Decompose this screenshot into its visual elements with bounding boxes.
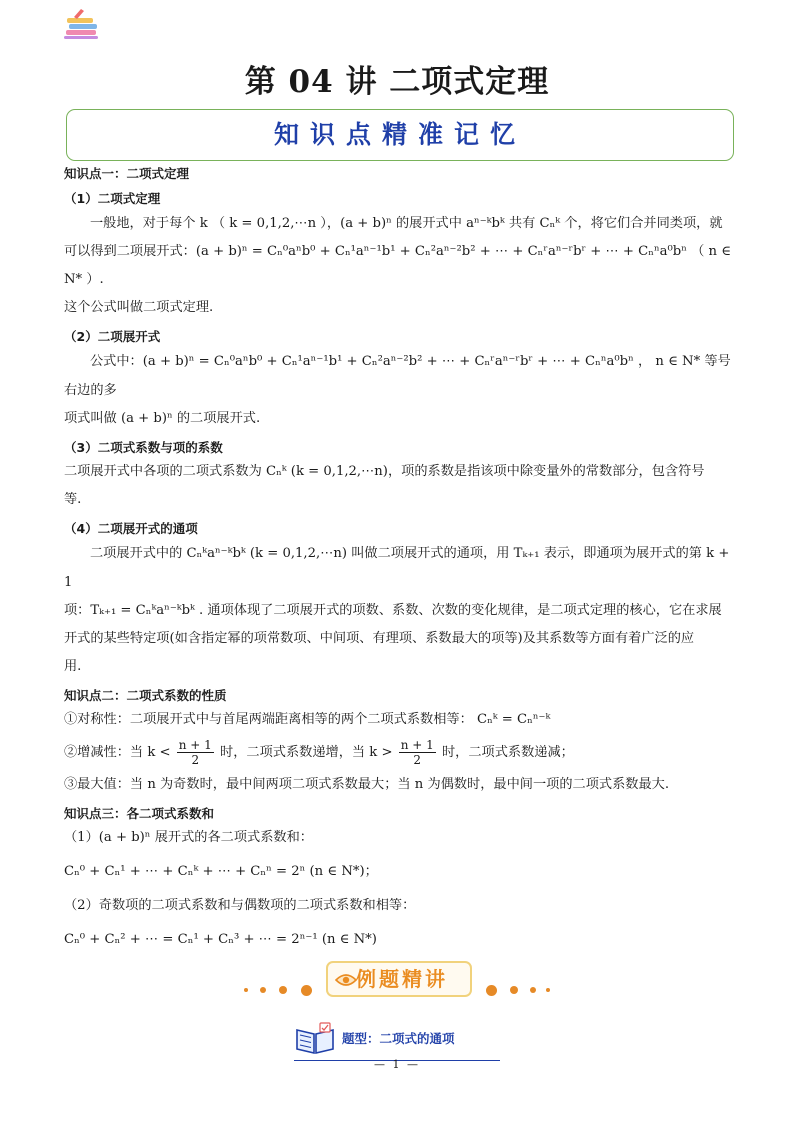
fraction-denominator: 2	[413, 753, 422, 767]
fraction-numerator: n + 1	[400, 738, 434, 752]
paragraph-line: 可以得到二项展开式：(a + b)ⁿ = Cₙ⁰aⁿb⁰ + Cₙ¹aⁿ⁻¹b¹ + Cₙ²aⁿ⁻²b² + ⋯ + Cₙʳaⁿ⁻ʳbʳ + ⋯ + Cₙⁿa⁰bⁿ （ n ∈ N* ）.	[64, 244, 731, 287]
paragraph-line: 用.	[64, 659, 82, 674]
paragraph-line: 这个公式叫做二项式定理.	[64, 300, 214, 315]
section-banner: 知识点精准记忆	[66, 109, 734, 161]
property-symmetry: ①对称性：二项展开式中与首尾两端距离相等的两个二项式系数相等： Cₙᵏ = Cₙⁿ⁻ᵏ	[64, 712, 551, 727]
open-book-icon	[294, 1022, 336, 1060]
property-text: ②增减性：当 k <	[64, 745, 171, 760]
section-heading-1: 知识点一：二项式定理	[64, 166, 190, 181]
decorative-dot	[510, 986, 518, 994]
fraction-denominator: 2	[191, 753, 200, 767]
examples-label-box	[326, 961, 472, 997]
property-text: 时，二项式系数递增，当 k >	[220, 745, 393, 760]
examples-banner	[234, 958, 564, 1004]
page-title: 第 04 讲 二项式定理	[244, 64, 550, 100]
paragraph-line: 开式的某些特定项(如含指定幂的项常数项、中间项、有理项、系数最大的项等)及其系数等方面有着广泛的应	[64, 631, 695, 646]
subheading-general-term: （4）二项展开式的通项	[64, 521, 198, 536]
examples-label: 例题精讲	[356, 967, 448, 991]
page-number: — 1 —	[374, 1058, 420, 1071]
paragraph-line: （1）(a + b)ⁿ 展开式的各二项式系数和：	[64, 830, 313, 845]
subheading-coefficients: （3）二项式系数与项的系数	[64, 440, 223, 455]
formula-line: Cₙ⁰ + Cₙ² + ⋯ = Cₙ¹ + Cₙ³ + ⋯ = 2ⁿ⁻¹ (n ∈ N*)	[64, 932, 377, 947]
section-heading-3: 知识点三：各二项式系数和	[64, 806, 215, 821]
property-text: 时，二项式系数递减；	[441, 745, 574, 760]
topic-label: 题型：二项式的通项	[342, 1031, 455, 1046]
paragraph-line: （2）奇数项的二项式系数和与偶数项的二项式系数和相等：	[64, 898, 416, 913]
decorative-dot	[301, 985, 312, 996]
fraction	[177, 738, 214, 767]
decorative-dot	[546, 988, 550, 992]
decorative-dot	[260, 987, 266, 993]
subheading-binomial-theorem: （1）二项式定理	[64, 191, 161, 206]
decorative-dot	[486, 985, 497, 996]
books-logo-icon	[62, 8, 102, 42]
paragraph-line: 公式中：(a + b)ⁿ = Cₙ⁰aⁿb⁰ + Cₙ¹aⁿ⁻¹b¹ + Cₙ²aⁿ⁻²b² + ⋯ + Cₙʳaⁿ⁻ʳbʳ + ⋯ + Cₙⁿa⁰bⁿ ， n ∈ N* 等号右边的多	[64, 354, 731, 398]
formula-line: Cₙ⁰ + Cₙ¹ + ⋯ + Cₙᵏ + ⋯ + Cₙⁿ = 2ⁿ (n ∈ N*)；	[64, 864, 378, 879]
decorative-dot	[244, 988, 248, 992]
property-maximum: ③最大值：当 n 为奇数时，最中间两项二项式系数最大；当 n 为偶数时，最中间一项的二项式系数最大.	[64, 777, 670, 792]
paragraph-line: 项式叫做 (a + b)ⁿ 的二项展开式.	[64, 411, 261, 426]
decorative-dot	[530, 987, 536, 993]
paragraph-line: 项：Tₖ₊₁ = Cₙᵏaⁿ⁻ᵏbᵏ . 通项体现了二项展开式的项数、系数、次数的变化规律，是二项式定理的核心，它在求展	[64, 603, 722, 618]
fraction-numerator: n + 1	[178, 738, 212, 752]
decorative-dot	[279, 986, 287, 994]
paragraph-line: 等.	[64, 492, 82, 507]
paragraph-line: 二项展开式中各项的二项式系数为 Cₙᵏ (k = 0,1,2,⋯n)，项的系数是指该项中除变量外的常数部分，包含符号	[64, 464, 705, 479]
main-content	[64, 163, 736, 954]
property-monotonic	[64, 738, 736, 767]
section-heading-2: 知识点二：二项式系数的性质	[64, 688, 227, 703]
paragraph-line: 一般地，对于每个 k （ k = 0,1,2,⋯n ），(a + b)ⁿ 的展开式中 aⁿ⁻ᵏbᵏ 共有 Cₙᵏ 个，将它们合并同类项，就	[90, 216, 723, 231]
paragraph-line: 二项展开式中的 Cₙᵏaⁿ⁻ᵏbᵏ (k = 0,1,2,⋯n) 叫做二项展开式的通项，用 Tₖ₊₁ 表示，即通项为展开式的第 k + 1	[64, 546, 730, 590]
subheading-expansion: （2）二项展开式	[64, 329, 161, 344]
fraction	[399, 738, 436, 767]
eye-icon	[335, 972, 357, 991]
